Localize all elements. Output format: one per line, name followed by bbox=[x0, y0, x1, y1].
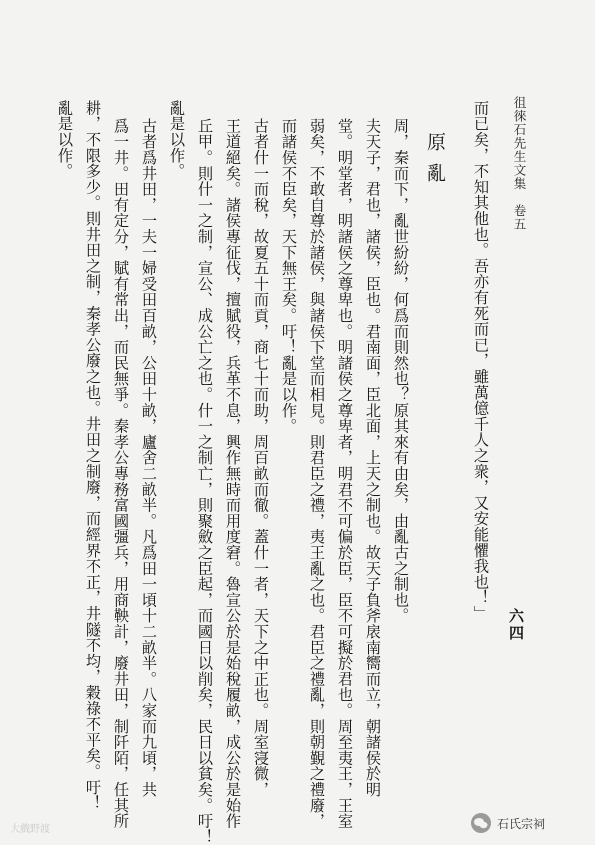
watermark-right-label: 石氏宗祠 bbox=[497, 816, 546, 831]
text-column-8: 王道絕矣。諸侯專征伐，擅賦役，兵革不息，興作無時而用度窘。魯宣公於是始稅履畝，成公於是始作 bbox=[224, 118, 242, 829]
running-header: 徂徠石先生文集 卷五 bbox=[512, 96, 527, 231]
text-column-13: 耕，不限多少。則井田之制，秦孝公廢之也。井田之制廢，而經界不正，井隧不均，穀祿不平矣。吁！ bbox=[84, 100, 102, 811]
text-column-4: 堂。明堂者，明諸侯之尊卑也。明諸侯之尊卑者，明君不可偏於臣，臣不可擬於君也。周至夷王，王室 bbox=[336, 118, 354, 829]
text-column-3: 夫天子，君也，諸侯，臣也。君南面，臣北面，上天之制也。故天子負斧扆南嚮而立，朝諸侯於明 bbox=[364, 118, 382, 798]
essay-title: 原亂 bbox=[424, 132, 446, 194]
chat-bubble-icon bbox=[470, 812, 492, 834]
text-column-6: 而諸侯不臣矣，天下無王矣。吁！亂是以作。 bbox=[280, 118, 298, 434]
text-column-1: 而已矣，不知其他也。吾亦有死而已，雖萬億千人之衆，又安能懼我也！」 bbox=[472, 100, 490, 622]
text-column-11: 古者爲井田，一夫一婦受田百畝，公田十畝，廬舍二畝半。凡爲田一頃十二畝半。八家而九頃，共 bbox=[140, 118, 158, 798]
text-column-5: 弱矣，不敢自尊於諸侯，與諸侯下堂而相見。則君臣之禮，夷王亂之也。君臣之禮亂，則朝覲之禮廢， bbox=[308, 118, 326, 829]
text-column-12: 爲一井。田有定分，賦有常出，而民無爭。秦孝公專務富國彊兵，用商鞅計，廢井田，制阡陌，任其所 bbox=[112, 118, 130, 829]
text-column-2: 周，秦而下，亂世紛紛，何爲而則然也？原其來有由矣，由亂古之制也。 bbox=[392, 118, 410, 624]
text-column-9: 丘甲。則什一之制，宣公、成公亡之也。什一之制亡，則聚斂之臣起，而國日以削矣，民日以貧矣。吁！ bbox=[196, 118, 214, 845]
text-column-7: 古者什一而稅，故夏五十而貢，商七十而助，周百畝而徹。蓋什一者，天下之中正也。周室寖微， bbox=[252, 118, 270, 798]
watermark-left: 大戲野渡 bbox=[10, 824, 50, 835]
watermark-right bbox=[470, 812, 545, 834]
text-column-14: 亂是以作。 bbox=[56, 100, 74, 179]
page-number: 六四 bbox=[507, 608, 525, 642]
text-column-10: 亂是以作。 bbox=[168, 100, 186, 179]
